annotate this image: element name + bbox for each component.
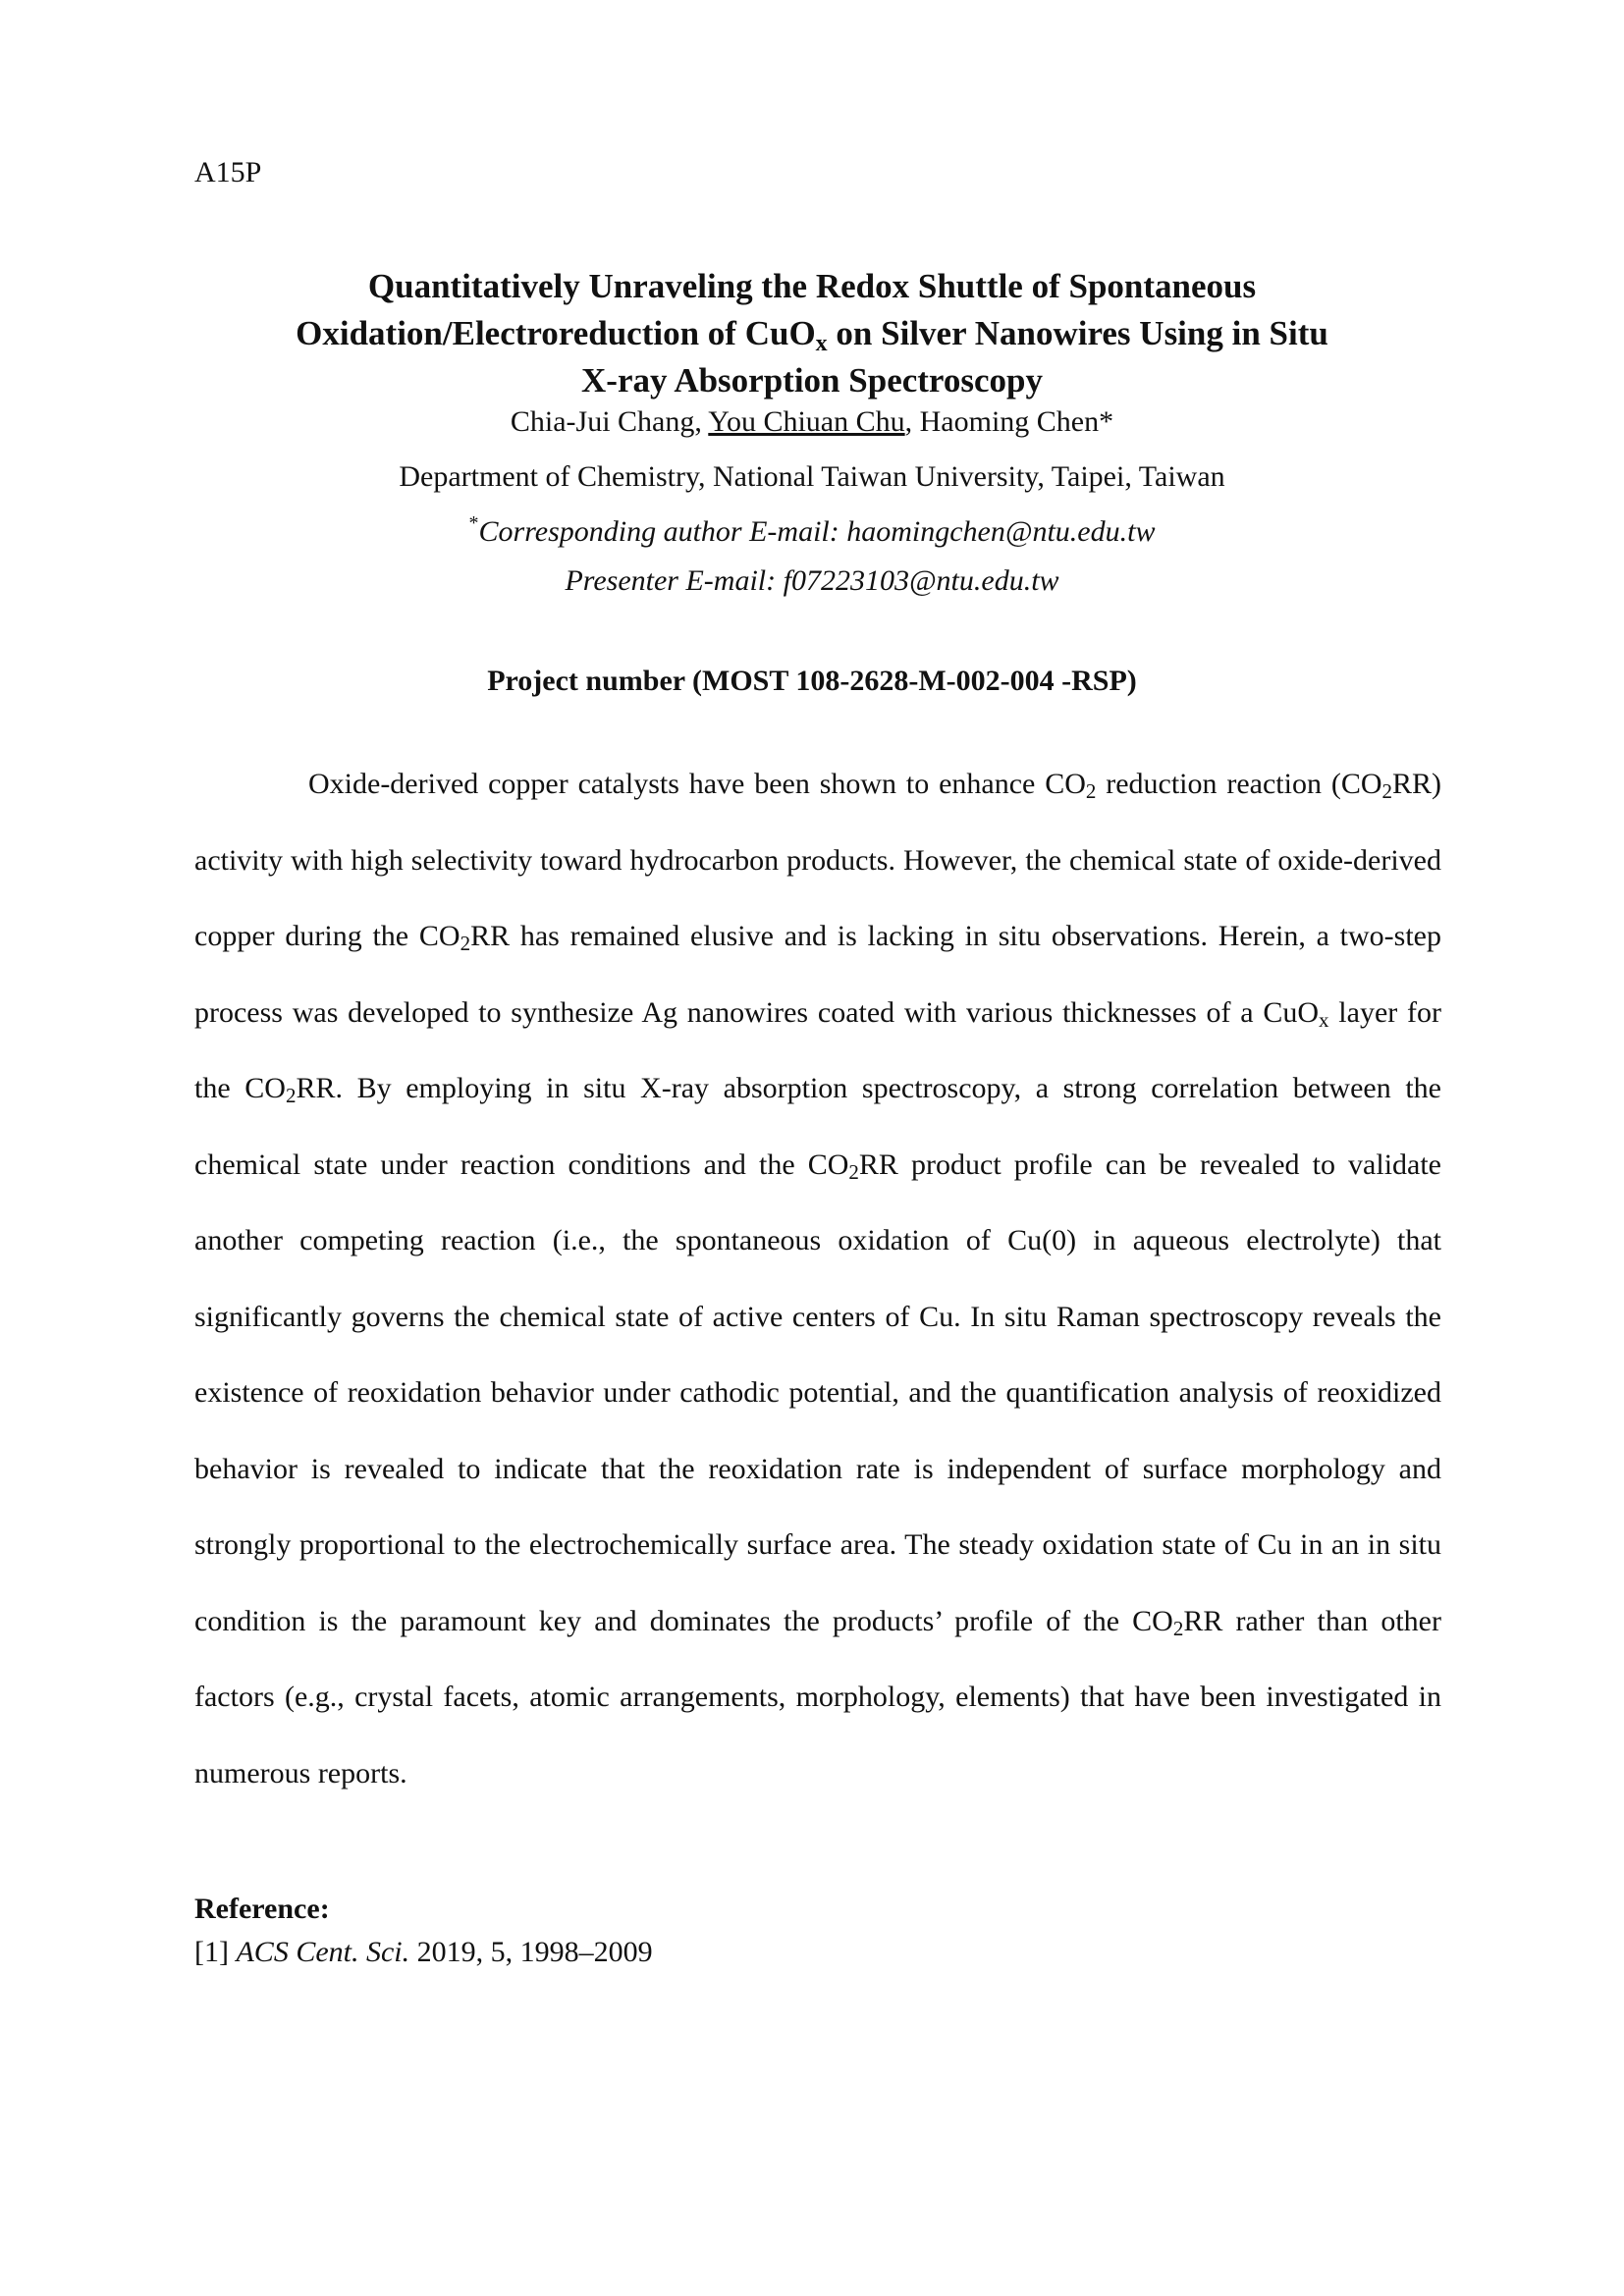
abstract-text-7: RR product profile can be revealed to validate another competing reaction (i.e., the spontaneous oxidation of Cu(0) in aqueous electrolyte) that significantly governs the chemical state of active centers of Cu. In situ Raman spectroscopy reveals the existence of reoxidation behavior under cathodic potential, and the quantification analysis of reoxidized behavior is revealed to indicate that the reoxidation rate is independent of surface morphology and strongly proportional to the electrochemically surface area. The steady oxidation state of Cu in an in situ condition is the paramount key and dominates the products’ profile of the CO [194, 1148, 1441, 1637]
author-separator: , [904, 405, 913, 438]
author-list [196, 404, 1428, 440]
abstract-code: A15P [194, 156, 262, 188]
author-1: Chia-Jui Chang, [510, 405, 702, 438]
title-line-2-end: on Silver Nanowires Using in Situ [827, 314, 1328, 352]
subscript-2: 2 [285, 1084, 297, 1107]
corresponding-mark: * [468, 512, 479, 534]
corresponding-email-text: Corresponding author E-mail: haomingchen@ntu.edu.tw [478, 515, 1156, 548]
subscript-2: 2 [848, 1159, 859, 1184]
reference-journal: ACS Cent. Sci. [236, 1936, 410, 1968]
abstract-text-6: RR. By employing in situ X-ray absorption spectroscopy, a strong correlation between the chemical state under reaction conditions and the CO [194, 1072, 1441, 1181]
author-corresponding: Haoming Chen* [919, 405, 1114, 438]
reference-number: [1] [194, 1936, 229, 1968]
reference-item [194, 1935, 653, 1970]
abstract-text-4: RR has remained elusive and is lacking in situ observations. Herein, a two-step process was developed to synthesize Ag nanowires coated with various thicknesses of a CuO [194, 920, 1441, 1029]
abstract-text-1: Oxide-derived copper catalysts have been shown to enhance CO [308, 768, 1086, 800]
abstract-text-8: RR rather than other factors (e.g., crystal facets, atomic arrangements, morphology, elements) that have been investigated in numerous reports. [194, 1604, 1441, 1789]
reference-details: 2019, 5, 1998–2009 [416, 1936, 653, 1968]
title-line-2 [196, 310, 1428, 357]
title-line-3: X-ray Absorption Spectroscopy [581, 361, 1043, 400]
subscript-x: x [1319, 1007, 1329, 1032]
title-subscript-x: x [815, 331, 828, 356]
paper-title [196, 263, 1428, 404]
corresponding-email [196, 514, 1428, 550]
presenter-email: Presenter E-mail: f07223103@ntu.edu.tw [565, 564, 1059, 597]
title-line-1: Quantitatively Unraveling the Redox Shuttle of Spontaneous [367, 267, 1257, 305]
affiliation: Department of Chemistry, National Taiwan University, Taipei, Taiwan [399, 460, 1225, 493]
subscript-2: 2 [460, 932, 471, 955]
project-number: Project number (MOST 108-2628-M-002-004 -RSP) [487, 665, 1137, 697]
subscript-2: 2 [1172, 1616, 1184, 1640]
subscript-2: 2 [1085, 779, 1097, 803]
abstract-text-5: layer for the CO [194, 995, 1441, 1104]
reference-heading: Reference: [194, 1893, 330, 1925]
subscript-2: 2 [1381, 779, 1392, 803]
abstract-text-2: reduction reaction (CO [1096, 768, 1382, 800]
title-line-2-start: Oxidation/Electroreduction of CuO [296, 314, 816, 352]
abstract-text-3: RR) activity with high selectivity toward hydrocarbon products. However, the chemical state of oxide-derived copper during the CO [194, 768, 1442, 952]
abstract-body [194, 746, 1441, 1811]
author-presenter: You Chiuan Chu [708, 405, 905, 438]
